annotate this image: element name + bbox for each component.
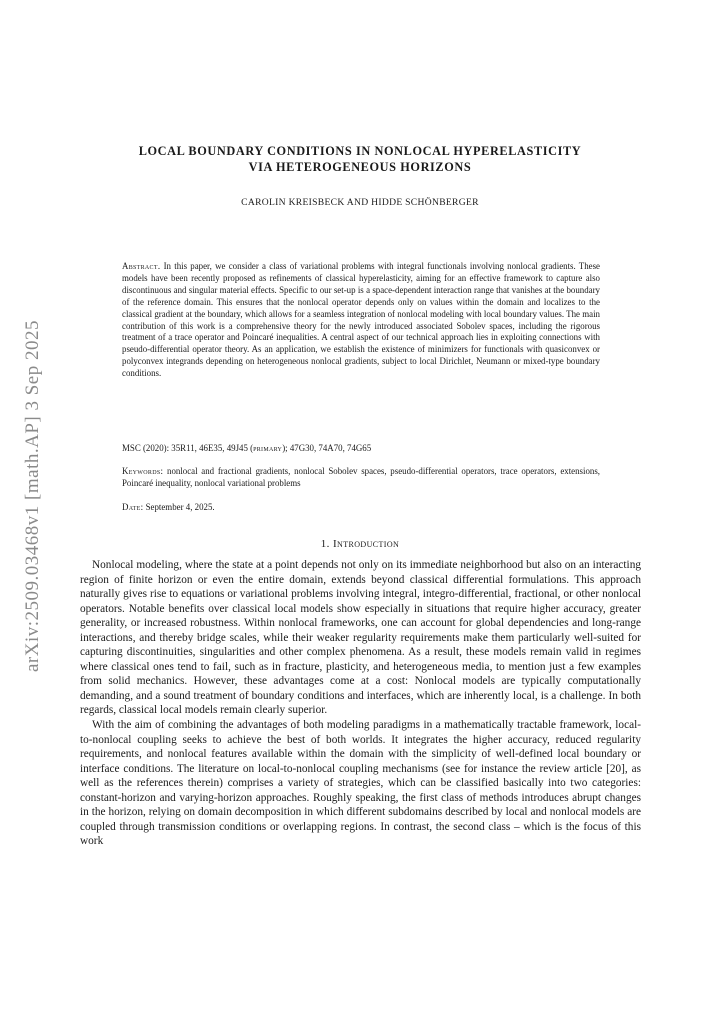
- introduction-body: [80, 558, 641, 849]
- section-heading: [80, 538, 640, 550]
- paragraph: Nonlocal modeling, where the state at a point depends not only on its immediate neighborhood but also on an interacting region of finite horizon or even the entire domain, extends beyond classical differential formulations. This approach naturally gives rise to equations or variational problems involving integral, integro-differential, fractional, or other nonlocal operators. Notable benefits over classical local models show especially in situations that require higher accuracy, greater generality, or increased robustness. Within nonlocal frameworks, one can account for global dependencies and long-range interactions, and thereby bridge scales, while their weaker regularity requirements make them particularly well-suited for capturing discontinuities, singularities and other complex phenomena. As a result, these models remain valid in regimes where classical ones tend to fail, such as in fracture, plasticity, and heterogeneous media, to mention just a few examples from solid mechanics. However, these advantages come at a cost: Nonlocal models are typically computationally demanding, and a sound treatment of boundary conditions and interfaces, which are inherently local, is a challenge. In both regards, classical local models remain clearly superior.: [80, 559, 641, 717]
- keywords: [122, 465, 600, 489]
- msc-suffix: ); 47G30, 74A70, 74G65: [282, 443, 372, 453]
- msc-primary: primary: [253, 443, 283, 453]
- date-heading: Date:: [122, 502, 144, 512]
- msc-classification: [122, 442, 600, 454]
- title-line-2: VIA HETEROGENEOUS HORIZONS: [248, 160, 472, 174]
- abstract: [122, 261, 600, 380]
- section-title: Introduction: [332, 538, 400, 550]
- paper-date: [122, 501, 600, 513]
- title-line-1: LOCAL BOUNDARY CONDITIONS IN NONLOCAL HYPERELASTICITY: [138, 144, 582, 158]
- arxiv-identifier-stamp[interactable]: arXiv:2509.03468v1 [math.AP] 3 Sep 2025: [22, 320, 43, 672]
- abstract-text: In this paper, we consider a class of variational problems with integral functionals involving nonlocal gradients. These models have been recently proposed as refinements of classical hyperelasticity, aiming for an effective framework to capture also discontinuous and singular material effects. Specific to our set-up is a space-dependent interaction range that vanishes at the boundary of the reference domain. This ensures that the nonlocal operator depends only on values within the domain and localizes to the classical gradient at the boundary, which allows for a seamless integration of nonlocal modeling with local boundary values. The main contribution of this work is a comprehensive theory for the newly introduced associated Sobolev spaces, including the rigorous treatment of a trace operator and Poincaré inequalities. A central aspect of our technical approach lies in exploiting connections with pseudo-differential operator theory. As an application, we establish the existence of minimizers for functionals with quasiconvex or polyconvex integrands depending on heterogeneous nonlocal gradients, subject to local Dirichlet, Neumann or mixed-type boundary conditions.: [122, 261, 600, 379]
- msc-prefix: MSC (2020): 35R11, 46E35, 49J45 (: [122, 443, 254, 453]
- paragraph: With the aim of combining the advantages of both modeling paradigms in a mathematically tractable framework, local-to-nonlocal coupling seeks to achieve the best of both worlds. It integrates the higher accuracy, reduced regularity requirements, and nonlocal features available within the domain with the simplicity of well-defined local boundary or interface conditions. The literature on local-to-nonlocal coupling mechanisms (see for instance the review article [20], as well as the references therein) comprises a variety of strategies, which can be classified basically into two categories: constant-horizon and varying-horizon approaches. Roughly speaking, the first class of methods introduces abrupt changes in the horizon, relying on domain decomposition in which different subdomains described by local and nonlocal models are coupled through transmission conditions or overlapping regions. In contrast, the second class – which is the focus of this work: [80, 719, 641, 848]
- date-text: September 4, 2025.: [145, 502, 215, 512]
- keywords-heading: Keywords:: [122, 466, 164, 476]
- paper-title: [80, 143, 640, 175]
- abstract-heading: Abstract.: [122, 261, 161, 271]
- section-number: 1.: [320, 538, 330, 550]
- keywords-text: nonlocal and fractional gradients, nonlocal Sobolev spaces, pseudo-differential operators, trace operators, extensions, Poincaré inequality, nonlocal variational problems: [122, 466, 601, 488]
- paper-authors: CAROLIN KREISBECK AND HIDDE SCHÖNBERGER: [241, 197, 479, 208]
